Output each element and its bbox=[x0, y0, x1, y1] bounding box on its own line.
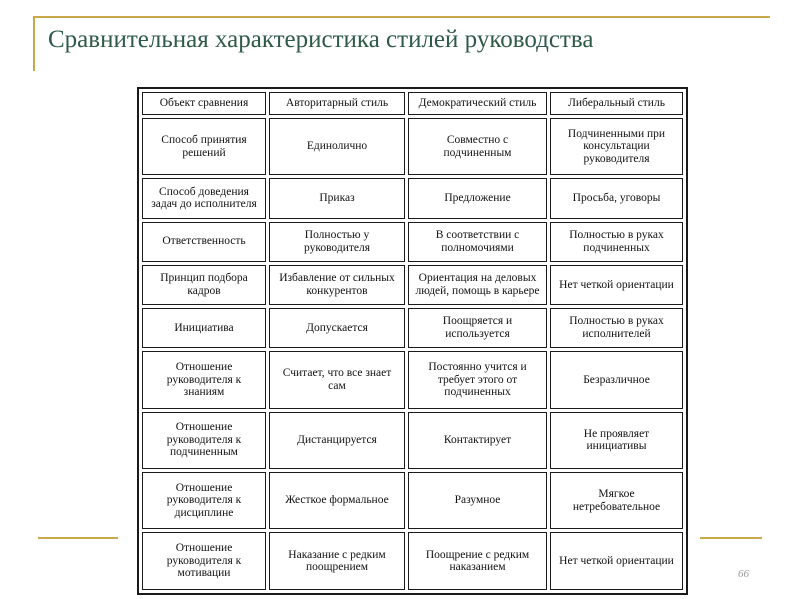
row-label-cell: Ответственность bbox=[142, 222, 266, 262]
table-row bbox=[142, 308, 683, 348]
table-cell: Избавление от сильных конкурентов bbox=[269, 265, 405, 305]
table-cell: Считает, что все знает сам bbox=[269, 351, 405, 408]
table-cell: Наказание с редким поощрением bbox=[269, 532, 405, 590]
table-cell: Контактирует bbox=[408, 412, 547, 469]
table-cell: Поощряется и используется bbox=[408, 308, 547, 348]
table-row bbox=[142, 178, 683, 218]
header-cell: Авторитарный стиль bbox=[269, 92, 405, 115]
decorative-bottom-left-line bbox=[38, 537, 118, 539]
table-cell: Поощрение с редким наказанием bbox=[408, 532, 547, 590]
table-row bbox=[142, 351, 683, 408]
row-label-cell: Способ доведения задач до исполнителя bbox=[142, 178, 266, 218]
table-cell: Полностью в руках исполнителей bbox=[550, 308, 683, 348]
row-label-cell: Инициатива bbox=[142, 308, 266, 348]
table-cell: Просьба, уговоры bbox=[550, 178, 683, 218]
decorative-top-line bbox=[33, 16, 770, 18]
table-cell: Жесткое формальное bbox=[269, 472, 405, 529]
table-row bbox=[142, 472, 683, 529]
table-cell: Мягкое нетребовательное bbox=[550, 472, 683, 529]
header-cell: Объект сравнения bbox=[142, 92, 266, 115]
table-row bbox=[142, 532, 683, 590]
table-row bbox=[142, 265, 683, 305]
table-cell: Не проявляет инициативы bbox=[550, 412, 683, 469]
table-cell: Разумное bbox=[408, 472, 547, 529]
table-cell: Предложение bbox=[408, 178, 547, 218]
table-row bbox=[142, 222, 683, 262]
comparison-table bbox=[137, 87, 688, 595]
table-cell: Ориентация на деловых людей, помощь в карьере bbox=[408, 265, 547, 305]
table-cell: Нет четкой ориентации bbox=[550, 265, 683, 305]
table-cell: Дистанцируется bbox=[269, 412, 405, 469]
header-cell: Демократический стиль bbox=[408, 92, 547, 115]
decorative-left-line bbox=[33, 16, 35, 71]
table-row bbox=[142, 412, 683, 469]
table-cell: Нет четкой ориентации bbox=[550, 532, 683, 590]
decorative-bottom-right-line bbox=[700, 537, 762, 539]
row-label-cell: Способ принятия решений bbox=[142, 118, 266, 175]
row-label-cell: Отношение руководителя к знаниям bbox=[142, 351, 266, 408]
row-label-cell: Отношение руководителя к подчиненным bbox=[142, 412, 266, 469]
header-cell: Либеральный стиль bbox=[550, 92, 683, 115]
table-cell: Полностью у руководителя bbox=[269, 222, 405, 262]
table-cell: В соответствии с полномочиями bbox=[408, 222, 547, 262]
table-cell: Безразличное bbox=[550, 351, 683, 408]
row-label-cell: Отношение руководителя к мотивации bbox=[142, 532, 266, 590]
slide-title: Сравнительная характеристика стилей руководства bbox=[48, 26, 594, 53]
table-cell: Единолично bbox=[269, 118, 405, 175]
page-number: 66 bbox=[738, 568, 749, 580]
table-row bbox=[142, 118, 683, 175]
table-cell: Приказ bbox=[269, 178, 405, 218]
table-cell: Совместно с подчиненным bbox=[408, 118, 547, 175]
table-cell: Допускается bbox=[269, 308, 405, 348]
table-cell: Полностью в руках подчиненных bbox=[550, 222, 683, 262]
table-cell: Подчиненными при консультации руководителя bbox=[550, 118, 683, 175]
row-label-cell: Отношение руководителя к дисциплине bbox=[142, 472, 266, 529]
table-cell: Постоянно учится и требует этого от подчиненных bbox=[408, 351, 547, 408]
table-header-row bbox=[142, 92, 683, 115]
row-label-cell: Принцип подбора кадров bbox=[142, 265, 266, 305]
comparison-table-body bbox=[142, 92, 683, 590]
